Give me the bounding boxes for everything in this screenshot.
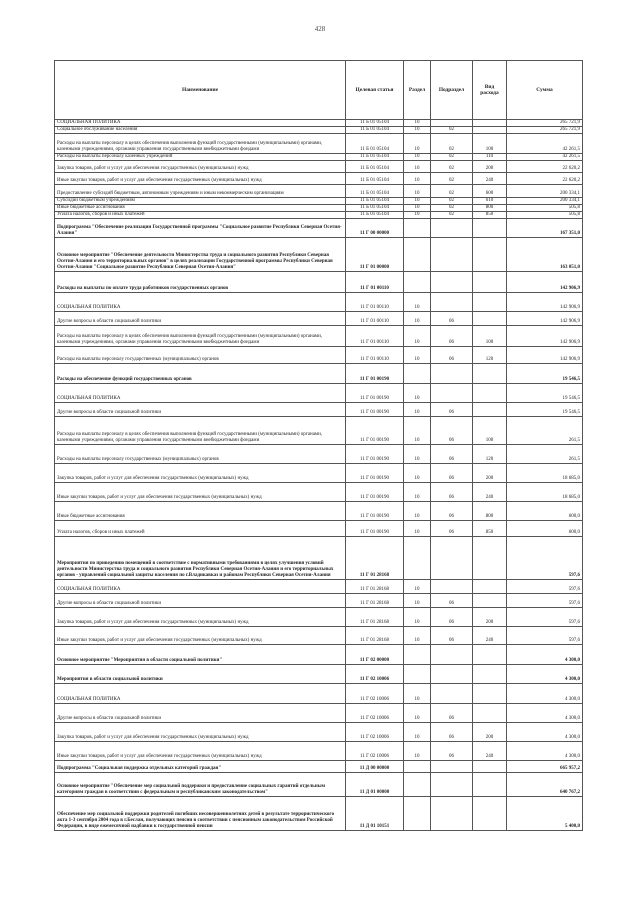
cell-subsection xyxy=(431,645,473,665)
cell-expense-type: 240 xyxy=(473,742,507,761)
table-row xyxy=(55,483,583,502)
cell-subsection xyxy=(431,219,473,238)
cell-target-article: 11 Г 01 00190 xyxy=(346,464,404,483)
header-section: Раздел xyxy=(404,61,431,120)
cell-target-article: 11 Г 01 00110 xyxy=(346,272,404,293)
table-row xyxy=(55,312,583,326)
cell-name: СОЦИАЛЬНАЯ ПОЛИТИКА xyxy=(55,293,346,312)
cell-name: СОЦИАЛЬНАЯ ПОЛИТИКА xyxy=(55,684,346,704)
cell-expense-type xyxy=(473,797,507,831)
cell-section: 10 xyxy=(404,483,431,502)
cell-name: Закупка товаров, работ и услуг для обеспечения государственных (муниципальных) нужд xyxy=(55,464,346,483)
cell-sum: 18 685,0 xyxy=(507,464,583,483)
table-row xyxy=(55,761,583,773)
cell-name: Расходы на выплаты персоналу казенных учреждений xyxy=(55,154,346,161)
cell-subsection xyxy=(431,272,473,293)
cell-subsection: 06 xyxy=(431,704,473,723)
cell-target-article: 11 Б 01 05104 xyxy=(346,120,404,127)
table-row xyxy=(55,417,583,445)
cell-sum: 167 351,0 xyxy=(507,219,583,238)
table-row xyxy=(55,665,583,684)
cell-subsection: 02 xyxy=(431,134,473,154)
cell-subsection: 06 xyxy=(431,312,473,326)
cell-section: 10 xyxy=(404,120,431,127)
cell-target-article: 11 Г 01 00110 xyxy=(346,312,404,326)
cell-expense-type xyxy=(473,665,507,684)
cell-name: Расходы на обеспечение функций государственных органов xyxy=(55,364,346,384)
cell-name: Иные закупки товаров, работ и услуг для обеспечения государственных (муниципальных) нужд xyxy=(55,742,346,761)
cell-sum: 600,0 xyxy=(507,502,583,521)
cell-subsection xyxy=(431,797,473,831)
cell-sum: 5 400,0 xyxy=(507,797,583,831)
cell-expense-type xyxy=(473,580,507,594)
cell-target-article: 11 Г 00 00000 xyxy=(346,219,404,238)
cell-expense-type: 200 xyxy=(473,161,507,173)
cell-subsection xyxy=(431,364,473,384)
cell-section: 10 xyxy=(404,185,431,198)
cell-expense-type xyxy=(473,761,507,773)
cell-expense-type: 200 xyxy=(473,608,507,627)
cell-name: Иные бюджетные ассигнования xyxy=(55,205,346,212)
cell-expense-type xyxy=(473,403,507,417)
cell-subsection xyxy=(431,384,473,403)
table-row xyxy=(55,704,583,723)
cell-name: Иные закупки товаров, работ и услуг для обеспечения государственных (муниципальных) нужд xyxy=(55,483,346,502)
cell-subsection: 02 xyxy=(431,198,473,205)
table-row xyxy=(55,723,583,742)
cell-target-article: 11 Г 01 00190 xyxy=(346,417,404,445)
table-row xyxy=(55,120,583,127)
cell-section: 10 xyxy=(404,384,431,403)
cell-name: Расходы на выплаты персоналу государственных (муниципальных) органов xyxy=(55,347,346,364)
cell-sum: 142 906,9 xyxy=(507,272,583,293)
cell-section: 10 xyxy=(404,627,431,645)
cell-section: 10 xyxy=(404,212,431,219)
cell-section: 10 xyxy=(404,403,431,417)
cell-name: Основное мероприятие "Обеспечение мер социальной поддержки и предоставление социальных гарантий отдельным категориям граждан в соответствии с федеральным и республиканским законодательством" xyxy=(55,773,346,797)
cell-expense-type xyxy=(473,120,507,127)
cell-name: Закупка товаров, работ и услуг для обеспечения государственных (муниципальных) нужд xyxy=(55,608,346,627)
cell-target-article: 11 Б 01 05104 xyxy=(346,212,404,219)
cell-expense-type: 850 xyxy=(473,521,507,537)
table-row xyxy=(55,205,583,212)
cell-name: Уплата налогов, сборов и иных платежей xyxy=(55,521,346,537)
cell-subsection xyxy=(431,293,473,312)
cell-subsection: 02 xyxy=(431,173,473,185)
cell-sum: 19 546,5 xyxy=(507,403,583,417)
cell-target-article: 11 Б 01 05104 xyxy=(346,173,404,185)
cell-expense-type: 100 xyxy=(473,326,507,347)
cell-sum: 142 906,9 xyxy=(507,347,583,364)
cell-expense-type xyxy=(473,537,507,580)
cell-sum: 265 721,9 xyxy=(507,120,583,127)
cell-section xyxy=(404,761,431,773)
cell-name: Иные закупки товаров, работ и услуг для обеспечения государственных (муниципальных) нужд xyxy=(55,627,346,645)
cell-subsection: 06 xyxy=(431,723,473,742)
cell-section: 10 xyxy=(404,704,431,723)
cell-target-article: 11 Г 01 00110 xyxy=(346,326,404,347)
cell-subsection: 06 xyxy=(431,627,473,645)
cell-sum: 505,8 xyxy=(507,212,583,219)
cell-name: Обеспечение мер социальной поддержки родителей погибших несовершеннолетних детей в результате террористического акта 1-3 сентября 2004 года в г.Беслан, получающих пенсии в соответствии с пенсионным законодательством Российской Федерации, в виде ежемесячной надбавки к государственной пенсии xyxy=(55,797,346,831)
cell-section xyxy=(404,797,431,831)
table-body xyxy=(55,120,583,831)
cell-section xyxy=(404,537,431,580)
cell-name: Мероприятия по приведению помещений в соответствие с нормативными требованиями в целях улучшения условий деятельности Министерства труда и социального развития Республики Северная Осетия-Алания и его территориальных органов - управлений социальной защиты населения по г.Владикавказ и районам Республики Северная Осетия-Алания xyxy=(55,537,346,580)
cell-subsection xyxy=(431,761,473,773)
table-row xyxy=(55,594,583,608)
cell-target-article: 11 Г 02 10006 xyxy=(346,742,404,761)
table-row xyxy=(55,608,583,627)
cell-subsection: 02 xyxy=(431,185,473,198)
cell-name: СОЦИАЛЬНАЯ ПОЛИТИКА xyxy=(55,384,346,403)
cell-name: Иные закупки товаров, работ и услуг для обеспечения государственных (муниципальных) нужд xyxy=(55,173,346,185)
cell-sum: 42 261,5 xyxy=(507,134,583,154)
cell-expense-type: 800 xyxy=(473,205,507,212)
cell-section xyxy=(404,773,431,797)
cell-sum: 597,6 xyxy=(507,627,583,645)
cell-expense-type: 100 xyxy=(473,417,507,445)
header-subsection: Подраздел xyxy=(431,61,473,120)
cell-name: Другие вопросы в области социальной политики xyxy=(55,312,346,326)
cell-sum: 142 906,9 xyxy=(507,312,583,326)
header-sum: Сумма xyxy=(507,61,583,120)
cell-target-article: 11 Б 01 05104 xyxy=(346,205,404,212)
cell-name: Мероприятия в области социальной политики xyxy=(55,665,346,684)
header-target-article: Целевая статья xyxy=(346,61,404,120)
cell-target-article: 11 Б 01 05104 xyxy=(346,134,404,154)
table-row xyxy=(55,293,583,312)
cell-name: Расходы на выплаты персоналу государственных (муниципальных) органов xyxy=(55,445,346,464)
table-row xyxy=(55,161,583,173)
cell-sum: 19 546,5 xyxy=(507,384,583,403)
cell-sum: 261,5 xyxy=(507,445,583,464)
cell-expense-type xyxy=(473,364,507,384)
cell-name: Расходы на выплаты по оплате труда работников государственных органов xyxy=(55,272,346,293)
cell-section: 10 xyxy=(404,127,431,134)
table-row xyxy=(55,326,583,347)
cell-section: 10 xyxy=(404,521,431,537)
cell-expense-type: 200 xyxy=(473,723,507,742)
table-row xyxy=(55,272,583,293)
cell-name: СОЦИАЛЬНАЯ ПОЛИТИКА xyxy=(55,120,346,127)
cell-section: 10 xyxy=(404,723,431,742)
cell-target-article: 11 Г 01 00110 xyxy=(346,347,404,364)
table-row xyxy=(55,219,583,238)
table-row xyxy=(55,198,583,205)
cell-subsection: 02 xyxy=(431,205,473,212)
table-row xyxy=(55,627,583,645)
cell-sum: 22 620,2 xyxy=(507,161,583,173)
cell-sum: 600,0 xyxy=(507,521,583,537)
cell-section: 10 xyxy=(404,161,431,173)
cell-subsection xyxy=(431,238,473,272)
cell-subsection: 06 xyxy=(431,347,473,364)
cell-section xyxy=(404,665,431,684)
cell-target-article: 11 Д 00 00000 xyxy=(346,761,404,773)
cell-sum: 22 620,2 xyxy=(507,173,583,185)
cell-target-article: 11 Г 02 10006 xyxy=(346,665,404,684)
cell-target-article: 11 Г 01 00190 xyxy=(346,364,404,384)
cell-sum: 597,6 xyxy=(507,537,583,580)
cell-sum: 18 685,0 xyxy=(507,483,583,502)
cell-subsection: 02 xyxy=(431,212,473,219)
cell-target-article: 11 Г 02 10006 xyxy=(346,704,404,723)
cell-sum: 142 906,9 xyxy=(507,293,583,312)
cell-expense-type: 120 xyxy=(473,347,507,364)
cell-subsection: 02 xyxy=(431,161,473,173)
cell-subsection: 06 xyxy=(431,326,473,347)
cell-target-article: 11 Б 01 05104 xyxy=(346,127,404,134)
cell-expense-type xyxy=(473,219,507,238)
cell-sum: 597,6 xyxy=(507,608,583,627)
cell-section: 10 xyxy=(404,326,431,347)
cell-sum: 142 906,9 xyxy=(507,326,583,347)
cell-target-article: 11 Г 01 28168 xyxy=(346,580,404,594)
cell-subsection: 06 xyxy=(431,417,473,445)
cell-target-article: 11 Г 01 00190 xyxy=(346,384,404,403)
cell-subsection xyxy=(431,773,473,797)
cell-target-article: 11 Б 01 05104 xyxy=(346,185,404,198)
cell-expense-type xyxy=(473,127,507,134)
cell-name: Другие вопросы в области социальной политики xyxy=(55,594,346,608)
cell-target-article: 11 Г 01 28168 xyxy=(346,537,404,580)
cell-target-article: 11 Г 01 00110 xyxy=(346,293,404,312)
cell-target-article: 11 Г 01 00190 xyxy=(346,445,404,464)
cell-target-article: 11 Г 01 28168 xyxy=(346,627,404,645)
cell-expense-type: 240 xyxy=(473,173,507,185)
table-row xyxy=(55,134,583,154)
table-row xyxy=(55,645,583,665)
cell-name: Основное мероприятие "Мероприятия в области социальной политики" xyxy=(55,645,346,665)
table-row xyxy=(55,537,583,580)
cell-name: Социальное обслуживание населения xyxy=(55,127,346,134)
table-row xyxy=(55,173,583,185)
cell-expense-type: 850 xyxy=(473,212,507,219)
cell-sum: 4 300,0 xyxy=(507,742,583,761)
cell-sum: 4 300,0 xyxy=(507,684,583,704)
cell-section: 10 xyxy=(404,417,431,445)
cell-name: Другие вопросы в области социальной политики xyxy=(55,403,346,417)
cell-subsection xyxy=(431,665,473,684)
cell-subsection: 06 xyxy=(431,521,473,537)
cell-expense-type: 110 xyxy=(473,154,507,161)
cell-expense-type: 800 xyxy=(473,502,507,521)
cell-expense-type: 100 xyxy=(473,134,507,154)
cell-name: Иные бюджетные ассигнования xyxy=(55,502,346,521)
cell-name: Закупка товаров, работ и услуг для обеспечения государственных (муниципальных) нужд xyxy=(55,161,346,173)
cell-section: 10 xyxy=(404,594,431,608)
cell-subsection: 02 xyxy=(431,127,473,134)
table-row xyxy=(55,521,583,537)
cell-subsection xyxy=(431,120,473,127)
cell-section xyxy=(404,219,431,238)
cell-sum: 265 721,9 xyxy=(507,127,583,134)
cell-section: 10 xyxy=(404,134,431,154)
cell-target-article: 11 Д 01 10151 xyxy=(346,797,404,831)
table-row xyxy=(55,464,583,483)
cell-sum: 505,8 xyxy=(507,205,583,212)
cell-target-article: 11 Г 02 10006 xyxy=(346,723,404,742)
table-row xyxy=(55,773,583,797)
cell-section: 10 xyxy=(404,312,431,326)
cell-sum: 640 767,2 xyxy=(507,773,583,797)
cell-sum: 597,6 xyxy=(507,594,583,608)
cell-section: 10 xyxy=(404,205,431,212)
cell-name: Расходы на выплаты персоналу в целях обеспечения выполнения функций государственными (муниципальными) органами, казенными учреждениями, органами управления государственными внебюджетными фондами xyxy=(55,326,346,347)
cell-sum: 261,5 xyxy=(507,417,583,445)
cell-target-article: 11 Г 01 00190 xyxy=(346,483,404,502)
table-row xyxy=(55,364,583,384)
cell-expense-type xyxy=(473,293,507,312)
cell-name: Предоставление субсидий бюджетным, автономным учреждениям и иным некоммерческим организациям xyxy=(55,185,346,198)
cell-section: 10 xyxy=(404,445,431,464)
cell-section: 10 xyxy=(404,173,431,185)
cell-subsection: 06 xyxy=(431,594,473,608)
cell-name: Основное мероприятие "Обеспечение деятельности Министерства труда и социального развития Республики Северная Осетия-Алания и его территориальных органов" в целях реализации Государственной программы Республики Северная Осетия-Алания "Социальное развитие Республики Северная Осетия-Алания" xyxy=(55,238,346,272)
table-row xyxy=(55,797,583,831)
cell-expense-type xyxy=(473,238,507,272)
cell-expense-type: 610 xyxy=(473,198,507,205)
cell-subsection: 06 xyxy=(431,608,473,627)
cell-target-article: 11 Д 01 00000 xyxy=(346,773,404,797)
cell-subsection: 06 xyxy=(431,403,473,417)
cell-expense-type: 600 xyxy=(473,185,507,198)
cell-target-article: 11 Г 01 00190 xyxy=(346,502,404,521)
cell-sum: 200 334,1 xyxy=(507,198,583,205)
cell-section: 10 xyxy=(404,684,431,704)
cell-section: 10 xyxy=(404,580,431,594)
table-row xyxy=(55,580,583,594)
table-row xyxy=(55,347,583,364)
cell-section: 10 xyxy=(404,742,431,761)
cell-subsection xyxy=(431,537,473,580)
cell-expense-type: 120 xyxy=(473,445,507,464)
table-row xyxy=(55,502,583,521)
cell-sum: 19 546,5 xyxy=(507,364,583,384)
cell-expense-type xyxy=(473,272,507,293)
cell-expense-type xyxy=(473,704,507,723)
cell-expense-type: 240 xyxy=(473,483,507,502)
cell-name: Подпрограмма "Социальная поддержка отдельных категорий граждан" xyxy=(55,761,346,773)
cell-name: Расходы на выплаты персоналу в целях обеспечения выполнения функций государственными (муниципальными) органами, казенными учреждениями, органами управления государственными внебюджетными фондами xyxy=(55,134,346,154)
table-row xyxy=(55,127,583,134)
cell-target-article: 11 Г 02 00000 xyxy=(346,645,404,665)
cell-sum: 42 261,5 xyxy=(507,154,583,161)
cell-expense-type xyxy=(473,645,507,665)
cell-expense-type xyxy=(473,594,507,608)
page-number: 428 xyxy=(314,25,326,33)
cell-target-article: 11 Г 02 10006 xyxy=(346,684,404,704)
table-row xyxy=(55,684,583,704)
cell-target-article: 11 Б 01 05104 xyxy=(346,198,404,205)
cell-section: 10 xyxy=(404,502,431,521)
cell-expense-type: 200 xyxy=(473,464,507,483)
table-row xyxy=(55,742,583,761)
cell-target-article: 11 Б 01 05104 xyxy=(346,154,404,161)
cell-subsection: 06 xyxy=(431,445,473,464)
cell-subsection xyxy=(431,580,473,594)
table-header xyxy=(55,61,583,120)
cell-sum: 4 300,0 xyxy=(507,645,583,665)
table-row xyxy=(55,185,583,198)
cell-name: Закупка товаров, работ и услуг для обеспечения государственных (муниципальных) нужд xyxy=(55,723,346,742)
cell-name: СОЦИАЛЬНАЯ ПОЛИТИКА xyxy=(55,580,346,594)
cell-section: 10 xyxy=(404,293,431,312)
cell-sum: 4 300,0 xyxy=(507,665,583,684)
header-name: Наименование xyxy=(55,61,346,120)
cell-subsection: 02 xyxy=(431,154,473,161)
cell-sum: 597,6 xyxy=(507,580,583,594)
cell-subsection: 06 xyxy=(431,483,473,502)
cell-subsection: 06 xyxy=(431,502,473,521)
table-row xyxy=(55,403,583,417)
cell-expense-type: 240 xyxy=(473,627,507,645)
cell-section: 10 xyxy=(404,464,431,483)
cell-target-article: 11 Г 01 28168 xyxy=(346,594,404,608)
table-row xyxy=(55,154,583,161)
cell-target-article: 11 Б 01 05104 xyxy=(346,161,404,173)
cell-sum: 665 957,2 xyxy=(507,761,583,773)
cell-name: Другие вопросы в области социальной политики xyxy=(55,704,346,723)
table-row xyxy=(55,212,583,219)
cell-section: 10 xyxy=(404,198,431,205)
cell-expense-type xyxy=(473,384,507,403)
table-row xyxy=(55,384,583,403)
cell-expense-type xyxy=(473,312,507,326)
cell-name: Уплата налогов, сборов и иных платежей xyxy=(55,212,346,219)
cell-section: 10 xyxy=(404,347,431,364)
cell-expense-type xyxy=(473,684,507,704)
cell-section: 10 xyxy=(404,608,431,627)
cell-target-article: 11 Г 01 00190 xyxy=(346,403,404,417)
cell-expense-type xyxy=(473,773,507,797)
cell-name: Субсидии бюджетным учреждениям xyxy=(55,198,346,205)
cell-section xyxy=(404,272,431,293)
cell-subsection: 06 xyxy=(431,742,473,761)
cell-section xyxy=(404,645,431,665)
table-row xyxy=(55,238,583,272)
cell-section xyxy=(404,364,431,384)
budget-table xyxy=(54,60,583,831)
cell-section xyxy=(404,238,431,272)
cell-target-article: 11 Г 01 00000 xyxy=(346,238,404,272)
cell-sum: 4 300,0 xyxy=(507,704,583,723)
cell-name: Расходы на выплаты персоналу в целях обеспечения выполнения функций государственными (муниципальными) органами, казенными учреждениями, органами управления государственными внебюджетными фондами xyxy=(55,417,346,445)
cell-target-article: 11 Г 01 00190 xyxy=(346,521,404,537)
cell-sum: 200 334,1 xyxy=(507,185,583,198)
cell-name: Подпрограмма "Обеспечение реализации Государственной программы "Социальное развитие Республики Северная Осетия-Алания" xyxy=(55,219,346,238)
cell-sum: 4 300,0 xyxy=(507,723,583,742)
cell-target-article: 11 Г 01 28168 xyxy=(346,608,404,627)
table-row xyxy=(55,445,583,464)
cell-subsection: 06 xyxy=(431,464,473,483)
cell-sum: 163 051,0 xyxy=(507,238,583,272)
cell-section: 10 xyxy=(404,154,431,161)
header-expense-type: Вид расхода xyxy=(473,61,507,120)
cell-subsection xyxy=(431,684,473,704)
